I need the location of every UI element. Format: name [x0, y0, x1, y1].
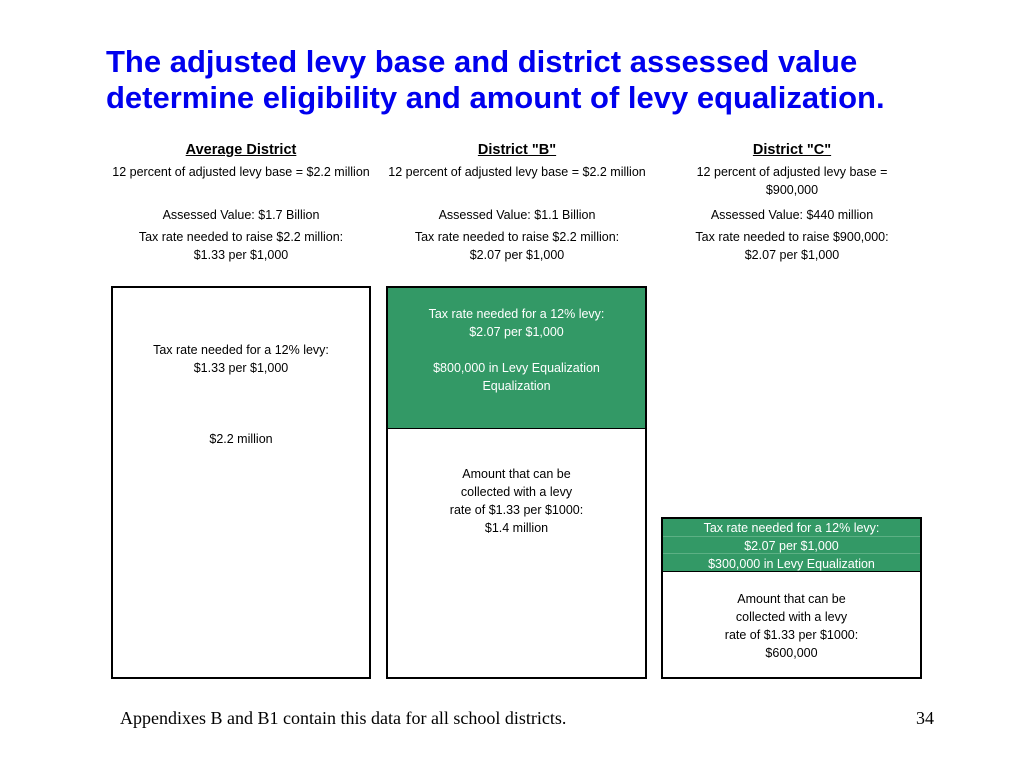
column-average-district: [111, 141, 371, 264]
tax-rate-line-2: $2.07 per $1,000: [469, 248, 565, 262]
column-heading: Average District: [185, 142, 297, 158]
average-amount-text: $2.2 million: [209, 432, 273, 446]
footer-note: Appendixes B and B1 contain this data for all school districts.: [120, 708, 567, 728]
assessed-value-text: Assessed Value: $440 million: [710, 208, 874, 222]
district-c-divider: [663, 571, 920, 572]
levy-base-text: 12 percent of adjusted levy base = $2.2 million: [388, 165, 646, 179]
assessed-value-text: Assessed Value: $1.1 Billion: [438, 208, 596, 222]
b-white-line-1: Amount that can be: [462, 467, 571, 481]
average-rate-text: [111, 341, 371, 377]
district-b-equalization-area: [388, 288, 645, 428]
assessed-value-text: Assessed Value: $1.7 Billion: [162, 208, 320, 222]
b-white-line-4: $1.4 million: [484, 521, 549, 535]
c-green-line-2: $2.07 per $1,000: [744, 539, 839, 553]
column-heading: District "C": [752, 142, 832, 158]
c-green-line-3: $300,000 in Levy Equalization: [708, 557, 875, 571]
b-green-line-4: Equalization: [482, 379, 551, 393]
district-b-collectable-text: [388, 465, 645, 537]
c-white-line-4: $600,000: [765, 646, 818, 660]
column-district-c: [662, 141, 922, 264]
c-green-separator-1: [663, 536, 920, 537]
district-c-equalization-area: [663, 519, 920, 571]
b-green-line-3: $800,000 in Levy Equalization: [433, 361, 600, 375]
b-white-line-2: collected with a levy: [460, 485, 573, 499]
tax-rate-line-1: Tax rate needed to raise $2.2 million:: [138, 230, 344, 244]
levy-base-text: 12 percent of adjusted levy base = $900,000: [696, 165, 888, 197]
b-green-line-2: $2.07 per $1,000: [469, 325, 564, 339]
b-white-line-3: rate of $1.33 per $1000:: [449, 503, 584, 517]
average-rate-line-1: Tax rate needed for a 12% levy:: [153, 343, 329, 357]
district-b-divider: [388, 428, 645, 429]
slide-title: The adjusted levy base and district assessed value determine eligibility and amount of levy equalization.: [106, 44, 885, 115]
c-green-line-1: Tax rate needed for a 12% levy:: [703, 521, 880, 535]
tax-rate-line-1: Tax rate needed to raise $2.2 million:: [414, 230, 620, 244]
c-white-line-3: rate of $1.33 per $1000:: [724, 628, 859, 642]
tax-rate-line-2: $2.07 per $1,000: [744, 248, 840, 262]
c-white-line-2: collected with a levy: [735, 610, 848, 624]
column-heading: District "B": [477, 142, 557, 158]
c-white-line-1: Amount that can be: [737, 592, 846, 606]
column-district-b: [387, 141, 647, 264]
page-number: 34: [916, 708, 934, 728]
c-green-separator-2: [663, 553, 920, 554]
levy-base-text: 12 percent of adjusted levy base = $2.2 million: [112, 165, 370, 179]
district-c-collectable-text: [663, 590, 920, 662]
b-green-line-1: Tax rate needed for a 12% levy:: [428, 307, 605, 321]
average-rate-line-2: $1.33 per $1,000: [193, 361, 289, 375]
tax-rate-line-1: Tax rate needed to raise $900,000:: [695, 230, 889, 244]
tax-rate-line-2: $1.33 per $1,000: [193, 248, 289, 262]
